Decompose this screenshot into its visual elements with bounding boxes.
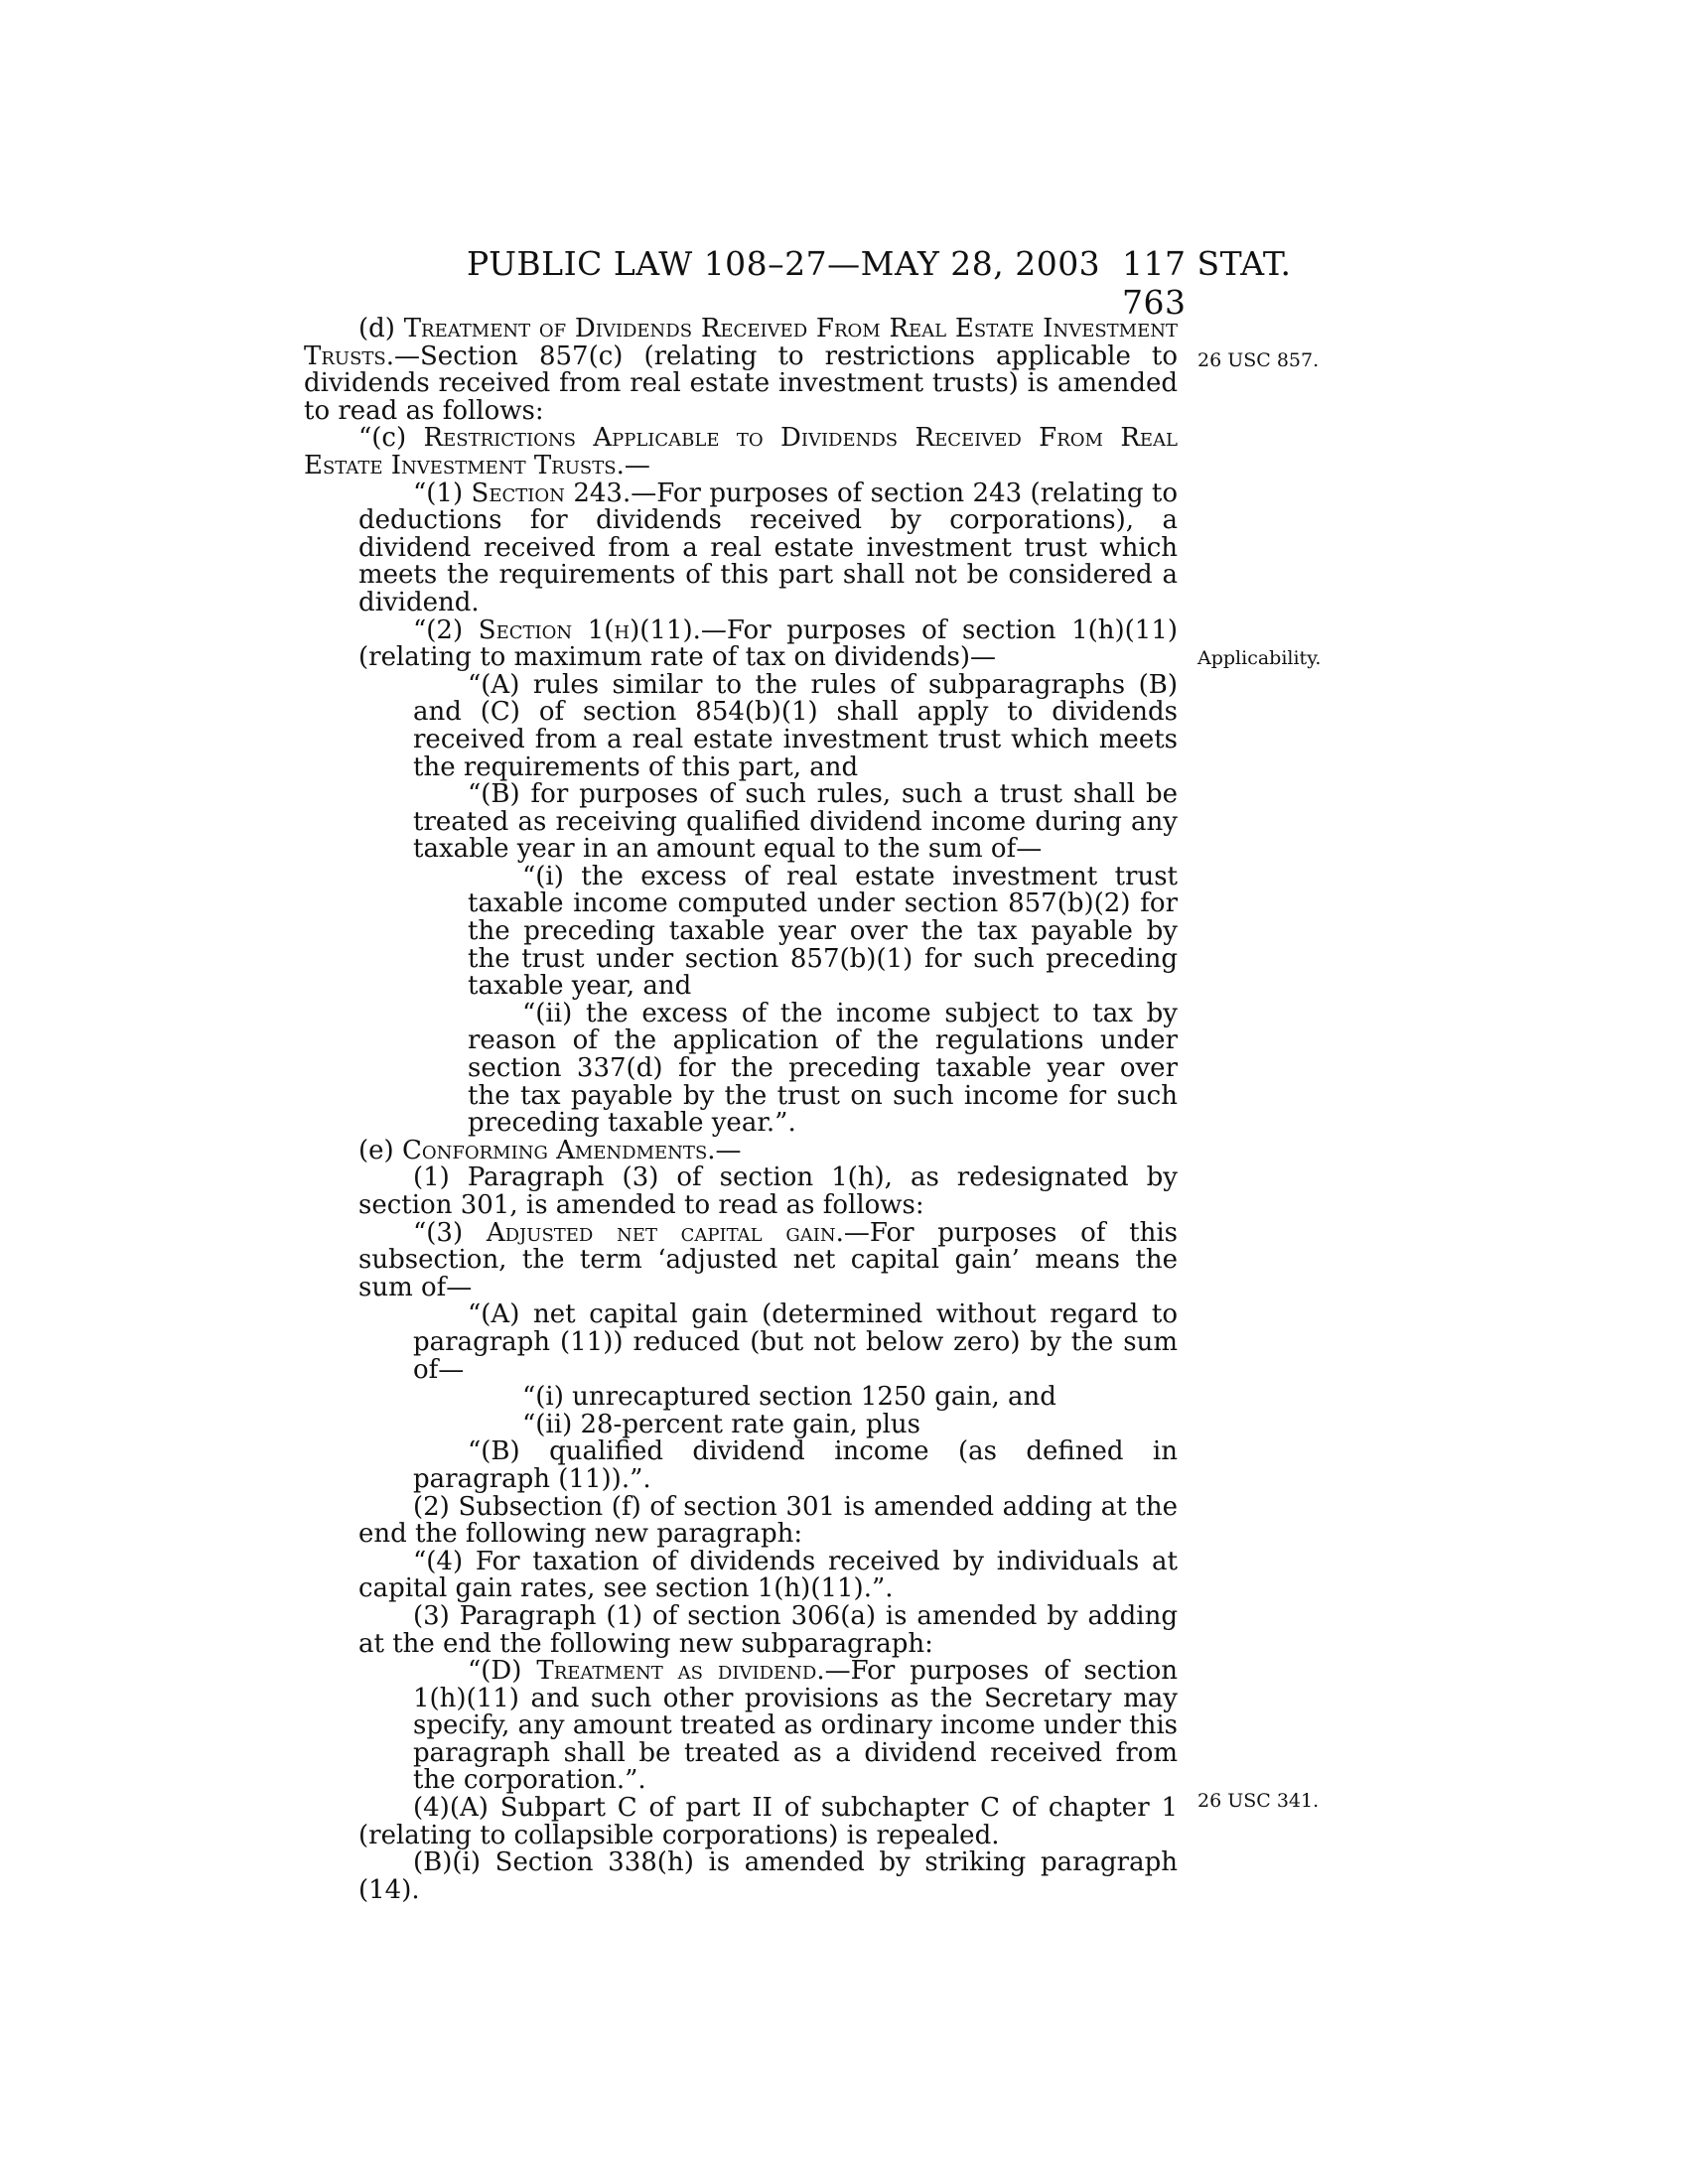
subparagraph-e-1-B: “(B) qualified dividend income (as defined in paragraph (11)).”. — [413, 1436, 1178, 1494]
margin-note-usc-341: 26 USC 341. — [1197, 1790, 1320, 1812]
paragraph-c-1: “(1) Section 243.—For purposes of section 243 (relating to deductions for dividends received by corporations), a dividend received from a real estate investment trust which meets the requirements of this part shall not be considered a dividend. — [358, 478, 1179, 617]
paragraph-c: “(c) Restrictions Applicable to Dividends Received From Real Estate Investment Trusts.— — [304, 423, 1178, 480]
statute-body — [304, 316, 1178, 1904]
clause-e-1-A-ii: “(ii) 28-percent rate gain, plus — [522, 1409, 921, 1439]
paragraph-e-2-4: “(4) For taxation of dividends received by individuals at capital gain rates, see section 1(h)(11).”. — [358, 1546, 1178, 1604]
paragraph-c-2: “(2) Section 1(h)(11).—For purposes of section 1(h)(11) (relating to maximum rate of tax on dividends)— — [358, 614, 1179, 673]
paragraph-e-1-3: “(3) Adjusted net capital gain.—For purposes of this subsection, the term ‘adjusted net capital gain’ means the sum of— — [358, 1217, 1179, 1302]
clause-c-2-B-i: “(i) the excess of real estate investment trust taxable income computed under section 857(b)(2) for the preceding taxable year over the tax payable by the trust under section 857(b)(1) for such preceding taxable year, and — [468, 861, 1178, 1002]
paragraph-e-2: (2) Subsection (f) of section 301 is amended adding at the end the following new paragraph: — [358, 1491, 1178, 1550]
margin-note-usc-857: 26 USC 857. — [1197, 349, 1320, 371]
subparagraph-e-1-A: “(A) net capital gain (determined without regard to paragraph (11)) reduced (but not below zero) by the sum of— — [413, 1299, 1178, 1385]
stat-page-number: 117 STAT. 763 — [1122, 244, 1292, 322]
law-title: PUBLIC LAW 108–27—MAY 28, 2003 — [467, 244, 1101, 283]
page-header — [467, 244, 1360, 322]
subparagraph-c-2-A: “(A) rules similar to the rules of subparagraphs (B) and (C) of section 854(b)(1) shall apply to dividends received from a real estate investment trust which meets the requirements of this part, and — [413, 669, 1178, 782]
margin-note-applicability: Applicability. — [1197, 647, 1322, 669]
subparagraph-c-2-B: “(B) for purposes of such rules, such a trust shall be treated as receiving qualified dividend income during any taxable year in an amount equal to the sum of— — [413, 779, 1178, 865]
paragraph-e-4-A: (4)(A) Subpart C of part II of subchapter C of chapter 1 (relating to collapsible corporations) is repealed. — [358, 1793, 1178, 1850]
paragraph-e-4-B-i: (B)(i) Section 338(h) is amended by striking paragraph (14). — [358, 1847, 1178, 1905]
paragraph-e-3: (3) Paragraph (1) of section 306(a) is amended by adding at the end the following new subparagraph: — [358, 1600, 1178, 1659]
clause-c-2-B-ii: “(ii) the excess of the income subject to tax by reason of the application of the regulations under section 337(d) for the preceding taxable year over the tax payable by the trust on such income for such preceding taxable year.”. — [468, 998, 1178, 1139]
subparagraph-e-3-D: “(D) Treatment as dividend.—For purposes of section 1(h)(11) and such other provisions as the Secretary may specify, any amount treated as ordinary income under this paragraph shall be treated as a dividend received from the corporation.”. — [413, 1656, 1178, 1796]
paragraph-d: (d) Treatment of Dividends Received From Real Estate Investment Trusts.—Section 857(c) (relating to restrictions applicable to dividends received from real estate investment trusts) is amended to read as follows: — [304, 314, 1179, 426]
paragraph-e: (e) Conforming Amendments.— — [358, 1135, 742, 1165]
clause-e-1-A-i: “(i) unrecaptured section 1250 gain, and — [522, 1382, 1056, 1413]
paragraph-e-1: (1) Paragraph (3) of section 1(h), as redesignated by section 301, is amended to read as follows: — [358, 1162, 1178, 1220]
